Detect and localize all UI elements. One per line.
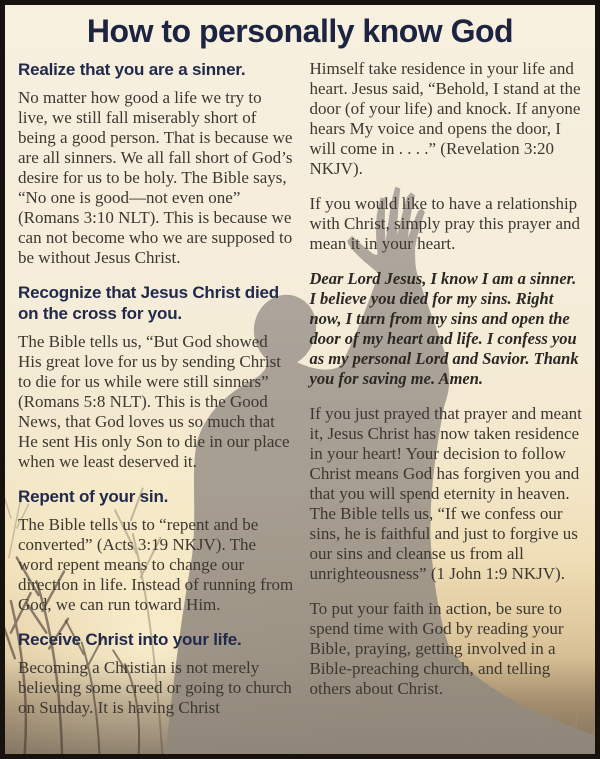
section-body: The Bible tells us to “repent and be converted” (Acts 3:19 NKJV). The word repent means to change our direction in life. Instead of running from God, we can run toward Him. xyxy=(18,515,294,614)
paragraph: To put your faith in action, be sure to spend time with God by reading your Bible, praying, getting involved in a Bible-preaching church, and telling others about Christ. xyxy=(309,599,564,698)
section-recognize xyxy=(18,282,295,472)
section-heading: Realize that you are a sinner. xyxy=(18,60,246,79)
content-columns xyxy=(18,59,586,732)
section-heading: Recognize that Jesus Christ died on the cross for you. xyxy=(18,283,279,323)
right-column xyxy=(310,59,587,732)
prayer-paragraph: Dear Lord Jesus, I know I am a sinner. I believe you died for my sins. Right now, I turn from my sins and open the door of my heart and life. I confess you as my personal Lord and Savior. Thank you for saving me. Amen. xyxy=(309,269,579,388)
section-body: Becoming a Christian is not merely believing some creed or going to church on Sunday. It is having Christ xyxy=(18,658,292,717)
section-heading: Receive Christ into your life. xyxy=(18,630,242,649)
paragraph: Himself take residence in your life and heart. Jesus said, “Behold, I stand at the door (of your life) and knock. If anyone hears My voice and opens the door, I will come in . . . .” (Revelation 3:20 NKJV). xyxy=(309,59,581,178)
section-body: The Bible tells us, “But God showed His great love for us by sending Christ to die for us while were still sinners” (Romans 5:8 NLT). This is the Good News, that God loves us so much that He sent His only Son to die in our place when we least deserved it. xyxy=(18,332,290,471)
section-repent xyxy=(18,486,295,615)
section-heading: Repent of your sin. xyxy=(18,487,169,506)
section-realize xyxy=(18,59,295,268)
paragraph: If you just prayed that prayer and meant it, Jesus Christ has now taken residence in your heart! Your decision to follow Christ means God has forgiven you and that you will spend eternity in heaven. The Bible tells us, “If we confess our sins, he is faithful and just to forgive us our sins and cleanse us from all unrighteousness” (1 John 1:9 NKJV). xyxy=(309,404,582,583)
page-title: How to personally know God xyxy=(86,13,514,49)
left-column xyxy=(18,59,295,732)
section-body: No matter how good a life we try to live, we still fall miserably short of being a good person. That is because we are all sinners. We all fall short of God’s desire for us to be holy. The Bible says, “No one is good—not even one” (Romans 3:10 NLT). This is because we can not become who we are supposed to be without Jesus Christ. xyxy=(18,88,293,267)
section-receive xyxy=(18,629,295,718)
paragraph: If you would like to have a relationship with Christ, simply pray this prayer and mean it in your heart. xyxy=(309,194,581,253)
